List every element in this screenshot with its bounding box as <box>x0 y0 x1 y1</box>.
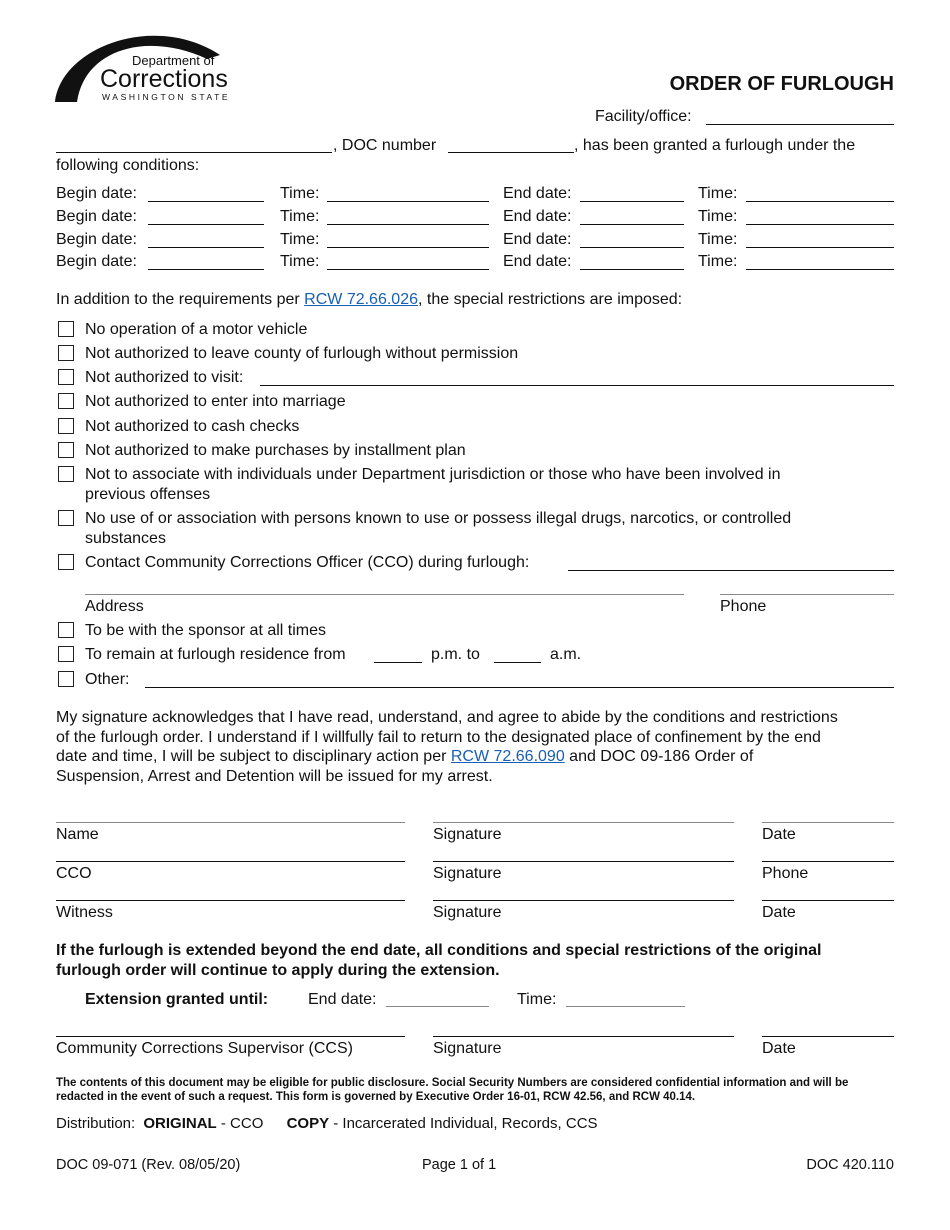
end-time-field[interactable] <box>746 201 894 202</box>
phone-field[interactable] <box>762 861 894 862</box>
distribution-copy-text: - Incarcerated Individual, Records, CCS <box>329 1115 598 1132</box>
ack-line <box>56 747 753 766</box>
end-date-label: End date: <box>503 185 572 202</box>
time-label: Time: <box>280 231 320 248</box>
checkbox[interactable] <box>58 442 74 458</box>
restrictions-intro-text: In addition to the requirements per <box>56 291 305 308</box>
distribution-original-text: - CCO <box>216 1115 264 1132</box>
begin-time-field[interactable] <box>327 224 489 225</box>
restriction-item-label: No operation of a motor vehicle <box>85 321 308 338</box>
signature-field[interactable] <box>433 861 734 862</box>
signature-label: Signature <box>433 865 502 882</box>
restrictions-intro <box>56 290 682 309</box>
signature-field[interactable] <box>433 822 734 823</box>
extension-time-label: Time: <box>517 991 557 1008</box>
begin-date-field[interactable] <box>148 247 264 248</box>
extension-notice-line: If the furlough is extended beyond the end date, all conditions and special restrictions of the original <box>56 942 822 959</box>
phone-label: Phone <box>720 598 767 615</box>
end-date-field[interactable] <box>580 247 684 248</box>
end-date-label: End date: <box>503 253 572 270</box>
logo-line1: Department of <box>132 53 215 68</box>
granted-text: , has been granted a furlough under the <box>574 137 856 154</box>
extension-time-field[interactable] <box>566 1006 685 1007</box>
ack-line: My signature acknowledges that I have read, understand, and agree to abide by the conditions and restrictions <box>56 709 838 726</box>
restriction-item-label: Not authorized to visit: <box>85 369 244 386</box>
phone-label: Phone <box>762 865 809 882</box>
checkbox[interactable] <box>58 466 74 482</box>
witness-label: Witness <box>56 904 113 921</box>
time-label: Time: <box>698 231 738 248</box>
date-field[interactable] <box>762 1036 894 1037</box>
checkbox[interactable] <box>58 321 74 337</box>
policy-number: DOC 420.110 <box>806 1157 894 1173</box>
time-label: Time: <box>698 253 738 270</box>
facility-label: Facility/office: <box>595 108 692 125</box>
cco-label: CCO <box>56 865 92 882</box>
facility-field[interactable] <box>706 124 894 125</box>
begin-date-field[interactable] <box>148 224 264 225</box>
checkbox[interactable] <box>58 510 74 526</box>
distribution-original-label: ORIGINAL <box>143 1115 217 1132</box>
name-field[interactable] <box>56 822 405 823</box>
doc-number-label: , DOC number <box>333 137 437 154</box>
extension-granted-label: Extension granted until: <box>85 991 269 1008</box>
begin-time-field[interactable] <box>327 201 489 202</box>
ack-line3-text: date and time, I will be subject to disciplinary action per <box>56 748 451 765</box>
rcw-72-66-026-link[interactable]: RCW 72.66.026 <box>304 291 418 308</box>
signature-field[interactable] <box>433 900 734 901</box>
rcw-72-66-090-link[interactable]: RCW 72.66.090 <box>450 748 565 765</box>
end-date-label: End date: <box>503 231 572 248</box>
witness-field[interactable] <box>56 900 405 901</box>
sponsor-label: To be with the sponsor at all times <box>85 622 327 639</box>
checkbox[interactable] <box>58 671 74 687</box>
end-time-field[interactable] <box>746 247 894 248</box>
residence-from-field[interactable] <box>374 662 422 663</box>
end-date-label: End date: <box>503 208 572 225</box>
restrictions-intro-text-end: , the special restrictions are imposed: <box>418 291 683 308</box>
distribution-line <box>56 1114 598 1133</box>
phone-field[interactable] <box>720 594 894 595</box>
time-label: Time: <box>280 208 320 225</box>
signature-label: Signature <box>433 826 502 843</box>
ccs-field[interactable] <box>56 1036 405 1037</box>
begin-time-field[interactable] <box>327 247 489 248</box>
checkbox[interactable] <box>58 646 74 662</box>
restriction-item-label-cont: substances <box>85 530 166 547</box>
individual-name-field[interactable] <box>56 152 332 153</box>
residence-am-label: a.m. <box>550 646 582 663</box>
extension-end-date-field[interactable] <box>386 1006 489 1007</box>
end-date-field[interactable] <box>580 269 684 270</box>
begin-date-label: Begin date: <box>56 253 137 270</box>
checkbox[interactable] <box>58 622 74 638</box>
residence-label: To remain at furlough residence from <box>85 646 346 663</box>
begin-date-field[interactable] <box>148 201 264 202</box>
begin-time-field[interactable] <box>327 269 489 270</box>
ack-line: of the furlough order. I understand if I willfully fail to return to the designated place of confinement by the end <box>56 729 821 746</box>
begin-date-label: Begin date: <box>56 185 137 202</box>
restriction-item-label: Not authorized to cash checks <box>85 418 300 435</box>
end-time-field[interactable] <box>746 224 894 225</box>
logo-line3: WASHINGTON STATE <box>102 92 231 102</box>
ccs-label: Community Corrections Supervisor (CCS) <box>56 1040 353 1057</box>
residence-pm-label: p.m. to <box>431 646 480 663</box>
restriction-item-label: Not authorized to enter into marriage <box>85 393 346 410</box>
time-label: Time: <box>280 253 320 270</box>
restriction-item-label: No use of or association with persons known to use or possess illegal drugs, narcotics, or controlled <box>85 510 792 527</box>
restriction-item-label: Not to associate with individuals under Department jurisdiction or those who have been involved in <box>85 466 781 483</box>
distribution-label: Distribution: <box>56 1115 136 1132</box>
date-label: Date <box>762 904 796 921</box>
signature-label: Signature <box>433 1040 502 1057</box>
restriction-item-label: Not authorized to leave county of furlough without permission <box>85 345 519 362</box>
end-date-field[interactable] <box>580 201 684 202</box>
date-field[interactable] <box>762 900 894 901</box>
signature-field[interactable] <box>433 1036 734 1037</box>
extension-notice-line: furlough order will continue to apply during the extension. <box>56 962 500 979</box>
visit-field[interactable] <box>260 385 894 386</box>
begin-date-label: Begin date: <box>56 231 137 248</box>
signature-label: Signature <box>433 904 502 921</box>
begin-date-label: Begin date: <box>56 208 137 225</box>
ack-line: Suspension, Arrest and Detention will be issued for my arrest. <box>56 768 493 785</box>
conditions-text: following conditions: <box>56 157 200 174</box>
address-field[interactable] <box>85 594 684 595</box>
time-label: Time: <box>280 185 320 202</box>
residence-to-field[interactable] <box>494 662 541 663</box>
name-label: Name <box>56 826 99 843</box>
restriction-item-label: Not authorized to make purchases by installment plan <box>85 442 466 459</box>
restriction-item-label: Contact Community Corrections Officer (CCO) during furlough: <box>85 554 530 571</box>
checkbox[interactable] <box>58 369 74 385</box>
other-field[interactable] <box>145 687 894 688</box>
time-label: Time: <box>698 185 738 202</box>
date-label: Date <box>762 826 796 843</box>
page-title: ORDER OF FURLOUGH <box>669 73 894 95</box>
other-label: Other: <box>85 671 130 688</box>
date-field[interactable] <box>762 822 894 823</box>
extension-end-date-label: End date: <box>308 991 377 1008</box>
checkbox[interactable] <box>58 393 74 409</box>
form-number: DOC 09-071 (Rev. 08/05/20) <box>56 1157 241 1173</box>
time-label: Time: <box>698 208 738 225</box>
begin-date-field[interactable] <box>148 269 264 270</box>
disclosure-text: The contents of this document may be eligible for public disclosure. Social Security Numbers are considered confidential information and will be redacted in the event of such a request. This form is governed by Executive Order 16-01, RCW 42.56, and RCW 40.14. <box>56 1077 849 1103</box>
address-label: Address <box>85 598 144 615</box>
end-time-field[interactable] <box>746 269 894 270</box>
cco-contact-field[interactable] <box>568 570 894 571</box>
page-number: Page 1 of 1 <box>422 1157 497 1173</box>
checkbox[interactable] <box>58 554 74 570</box>
distribution-copy-label: COPY <box>286 1115 330 1132</box>
checkbox[interactable] <box>58 418 74 434</box>
restriction-item-label-cont: previous offenses <box>85 486 211 503</box>
doc-number-field[interactable] <box>448 152 574 153</box>
checkbox[interactable] <box>58 345 74 361</box>
logo-line2: Corrections <box>100 65 228 93</box>
ack-line3-end: and DOC 09-186 Order of <box>564 748 754 765</box>
date-label: Date <box>762 1040 796 1057</box>
doc-logo <box>55 27 245 105</box>
cco-field[interactable] <box>56 861 405 862</box>
end-date-field[interactable] <box>580 224 684 225</box>
